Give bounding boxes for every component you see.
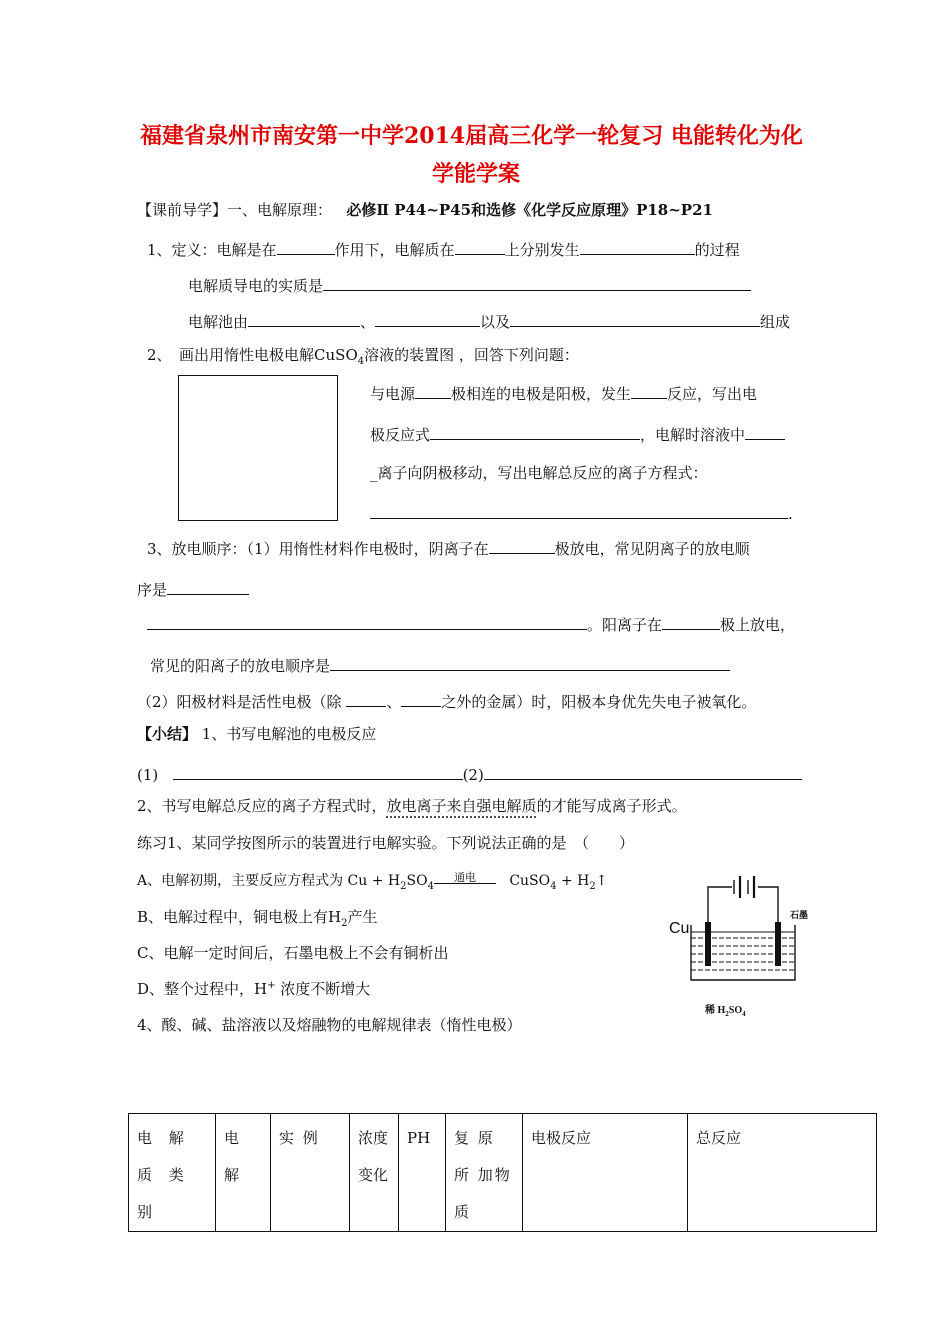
q1-definition: [147, 239, 740, 258]
th-ph: PH: [399, 1114, 446, 1232]
q1-text-d: 的过程: [694, 241, 740, 259]
q3-b: 极放电，常见阴离子的放电顺: [554, 540, 750, 558]
q2-r4-end: .: [788, 505, 793, 523]
q1-cell-composition: [188, 311, 790, 330]
summary-t2c: 的才能写成离子形式。: [536, 797, 687, 815]
q3-f: 常见的阳离子的放电顺序是: [150, 657, 331, 675]
opt-a-condition: 通电: [453, 871, 476, 884]
q1-blank-5[interactable]: [248, 311, 360, 327]
doc-title-line2: 学能学案: [432, 161, 521, 187]
q1-blank-2[interactable]: [455, 239, 505, 255]
q2-row3: _离子向阴极移动，写出电解总反应的离子方程式：: [370, 464, 708, 482]
summary-line2: [137, 799, 687, 814]
electrolysis-rules-table: [128, 1113, 877, 1232]
electrolysis-cell-diagram: [660, 870, 820, 1020]
q3-a: 3、放电顺序：（1）用惰性材料作电极时，阴离子在: [147, 540, 489, 558]
opt-a-4: + H: [556, 873, 590, 889]
copper-electrode: [705, 922, 711, 966]
opt-a-sub1: 2: [400, 880, 407, 892]
q1-blank-7[interactable]: [510, 311, 760, 327]
opt-b-1: B、电解过程中，铜电极上有H: [137, 908, 342, 926]
q1-line3-b: 、: [360, 313, 376, 331]
q3-line2: [137, 579, 249, 598]
q3-line3: [147, 614, 795, 633]
q3-line4: [150, 655, 730, 674]
q3-g3: 之外的金属）时，阳极本身优先失电子被氧化。: [441, 693, 757, 711]
q2-prompt: [147, 346, 579, 367]
q1-conduction: [188, 275, 751, 294]
opt-a-sub2: 4: [427, 880, 434, 892]
q1-line3-d: 组成: [760, 313, 791, 331]
q3-blank-3[interactable]: [147, 614, 587, 630]
battery-icon: [734, 876, 754, 898]
q1-line2-text: 电解质导电的实质是: [188, 277, 324, 295]
summary-tag: 【小结】: [137, 725, 198, 743]
q3-blank-1[interactable]: [489, 538, 555, 554]
up-arrow-icon: ↑: [595, 873, 608, 889]
q1-text-a: 1、定义：电解是在: [147, 241, 277, 259]
opt-d-2: 浓度不断增大: [275, 980, 371, 998]
opt-b-sub: 2: [341, 918, 348, 929]
q1-blank-4[interactable]: [323, 275, 751, 291]
table-header-row: [129, 1114, 877, 1232]
q3-blank-5[interactable]: [330, 655, 730, 671]
q1-blank-3[interactable]: [580, 239, 695, 255]
exercise-option-c: C、电解一定时间后，石墨电极上不会有铜析出: [137, 944, 449, 962]
q3-blank-6[interactable]: [346, 691, 386, 707]
q2-row4: [370, 503, 793, 522]
summary-blank-1[interactable]: [173, 764, 463, 780]
th-electrolyte-type: 电 解 质 类 别: [129, 1114, 216, 1232]
intro-tag: 【课前导学】: [137, 201, 228, 219]
q1-line3-a: 电解池由: [188, 313, 249, 331]
summary-blanks: [137, 764, 802, 783]
doc-title-line1: 福建省泉州市南安第一中学2014届高三化学一轮复习 电能转化为化: [140, 123, 803, 149]
drawing-box[interactable]: [178, 375, 338, 521]
opt-a-sub3: 4: [550, 880, 557, 892]
q2-prompt-sub: 4: [357, 356, 365, 367]
q2-r1-b: 极相连的电极是阳极，发生: [451, 385, 632, 403]
acid-label: 稀 $H_2SO_4$: [705, 1005, 746, 1018]
q2-blank-2[interactable]: [631, 383, 667, 399]
graphite-label: 石墨: [790, 911, 809, 921]
q2-blank-1[interactable]: [415, 383, 451, 399]
q3-e: 极上放电，: [720, 616, 796, 634]
intro-ref: 必修Ⅱ P44~P45和选修《化学反应原理》P18~P21: [346, 201, 713, 219]
summary-p1: (1): [137, 766, 159, 784]
q2-r2-a: 极反应式: [370, 426, 431, 444]
summary-p2: (2): [462, 766, 484, 784]
graphite-electrode: [775, 922, 781, 966]
q2-prompt-end: 溶液的装置图 ，回答下列问题：: [364, 346, 579, 364]
q3-blank-7[interactable]: [401, 691, 441, 707]
opt-a-2: SO: [406, 873, 428, 889]
exercise-option-a: [137, 871, 608, 892]
q2-r2-b: ，电解时溶液中: [640, 426, 746, 444]
th-restore-substance: 复 原 所 加物质: [446, 1114, 523, 1232]
circuit-wires: [708, 887, 778, 925]
th-electrode-reaction: 电极反应: [523, 1114, 688, 1232]
q2-blank-3[interactable]: [430, 424, 640, 440]
electrolysis-condition-arrow: [434, 872, 496, 884]
intro-text: 一、电解原理：: [227, 201, 333, 219]
q1-text-c: 上分别发生: [504, 241, 580, 259]
q1-blank-1[interactable]: [277, 239, 335, 255]
th-overall-reaction: 总反应: [688, 1114, 877, 1232]
opt-a-3: CuSO: [509, 873, 551, 889]
q2-prompt-text: 2、 画出用惰性电极电解CuSO: [147, 346, 358, 364]
summary-t2a: 2、书写电解总反应的离子方程式时，: [137, 797, 387, 815]
opt-a-sub4: 2: [589, 880, 596, 892]
summary-t2b: 放电离子来自强电解质: [386, 797, 537, 815]
q4-heading: 4、酸、碱、盐溶液以及熔融物的电解规律表（惰性电极）: [137, 1016, 522, 1034]
q3-line5: [137, 691, 756, 710]
opt-a-1: A、电解初期，主要反应方程式为 Cu + H: [137, 873, 401, 889]
summary-line1: [137, 727, 376, 742]
q1-line3-c: 以及: [480, 313, 511, 331]
q2-r1-a: 与电源: [370, 385, 416, 403]
intro-line: [137, 203, 713, 218]
q2-row1: [370, 383, 757, 402]
q3-g2: 、: [386, 693, 402, 711]
exercise-option-d: [137, 982, 370, 997]
q3-c: 序是: [137, 581, 168, 599]
summary-t1: 1、书写电解池的电极反应: [197, 725, 377, 743]
exercise-stem: 练习1、某同学按图所示的装置进行电解实验。下列说法正确的是 （ ）: [137, 834, 635, 852]
q3-line1: [147, 538, 750, 557]
th-electrolysis: 电 解: [216, 1114, 271, 1232]
exercise-option-b: [137, 908, 378, 929]
q3-blank-4[interactable]: [662, 614, 720, 630]
q2-blank-5[interactable]: [370, 503, 788, 519]
q3-blank-2[interactable]: [167, 579, 249, 595]
q2-r1-c: 反应，写出电: [667, 385, 758, 403]
q1-text-b: 作用下，电解质在: [334, 241, 455, 259]
cu-label: Cu: [669, 920, 690, 937]
q2-row2: [370, 424, 785, 443]
q2-blank-4[interactable]: [745, 424, 785, 440]
q1-blank-6[interactable]: [375, 311, 480, 327]
th-example: 实 例: [271, 1114, 350, 1232]
opt-b-2: 产生: [347, 908, 378, 926]
opt-d-sup: +: [267, 980, 276, 991]
q3-d: 。阳离子在: [587, 616, 663, 634]
q3-g1: （2）阳极材料是活性电极（除: [137, 693, 347, 711]
summary-blank-2[interactable]: [484, 764, 802, 780]
th-concentration-change: 浓度 变化: [350, 1114, 399, 1232]
opt-d-1: D、整个过程中，H: [137, 980, 268, 998]
